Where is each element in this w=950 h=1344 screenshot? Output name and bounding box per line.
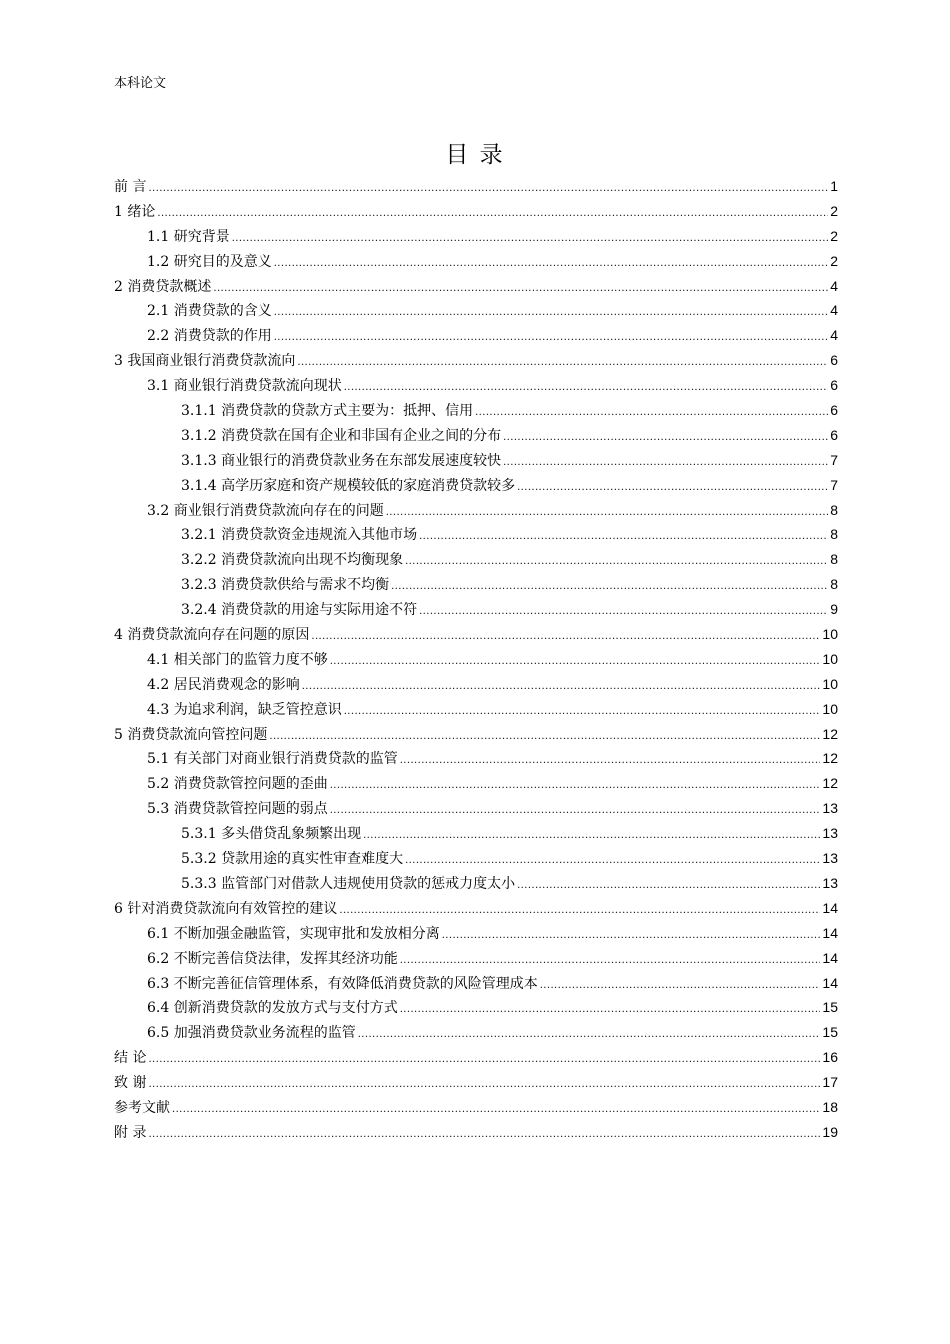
toc-entry-title: 1.2 研究目的及意义 [147, 253, 272, 270]
toc-entry-page-number: 4 [830, 327, 838, 344]
toc-entry[interactable] [114, 498, 838, 523]
toc-title: 目 录 [445, 142, 505, 168]
toc-dot-leader [475, 401, 828, 426]
toc-entry-page-number: 10 [822, 700, 838, 717]
toc-entry-page-number: 4 [830, 277, 838, 294]
toc-dot-leader [503, 451, 828, 476]
toc-entry-page-number: 8 [830, 551, 838, 568]
toc-entry-page-number: 7 [830, 451, 838, 468]
toc-dot-leader [148, 1123, 820, 1148]
toc-entry[interactable] [114, 1020, 838, 1045]
toc-entry-title: 6.3 不断完善征信管理体系，有效降低消费贷款的风险管理成本 [147, 975, 538, 992]
toc-entry-page-number: 13 [822, 825, 838, 842]
toc-dot-leader [172, 1098, 820, 1123]
toc-entry-page-number: 9 [830, 601, 838, 618]
toc-dot-leader [419, 600, 828, 625]
toc-dot-leader [148, 177, 828, 202]
toc-entry-page-number: 14 [822, 949, 838, 966]
toc-entry-title: 3.1.1 消费贷款的贷款方式主要为：抵押、信用 [181, 403, 474, 420]
toc-entry-page-number: 17 [822, 1074, 838, 1091]
toc-entry[interactable] [114, 249, 838, 274]
toc-dot-leader [297, 351, 828, 376]
toc-entry-page-number: 2 [830, 252, 838, 269]
toc-dot-leader [405, 849, 820, 874]
toc-entry-page-number: 15 [822, 999, 838, 1016]
toc-entry-page-number: 6 [830, 377, 838, 394]
toc-entry[interactable] [114, 348, 838, 373]
toc-entry-title: 5.3 消费贷款管控问题的弱点 [147, 801, 328, 818]
toc-dot-leader [400, 998, 821, 1023]
toc-entry-page-number: 6 [830, 426, 838, 443]
toc-entry-page-number: 16 [822, 1049, 838, 1066]
toc-dot-leader [232, 227, 828, 252]
toc-entry-title: 5.3.1 多头借贷乱象频繁出现 [181, 826, 362, 843]
toc-dot-leader [344, 376, 828, 401]
toc-entry-page-number: 10 [822, 626, 838, 643]
toc-entry-page-number: 1 [830, 178, 838, 194]
toc-entry-title: 3.1.4 高学历家庭和资产规模较低的家庭消费贷款较多 [181, 477, 516, 494]
toc-dot-leader [330, 650, 821, 675]
toc-entry[interactable] [114, 821, 838, 846]
toc-entry-title: 4.1 相关部门的监管力度不够 [147, 651, 328, 668]
toc-dot-leader [442, 924, 821, 949]
toc-entry[interactable] [114, 547, 838, 572]
toc-entry-title: 4.3 为追求利润，缺乏管控意识 [147, 701, 342, 718]
toc-dot-leader [148, 1073, 820, 1098]
toc-dot-leader [517, 874, 820, 899]
toc-entry-title: 5.2 消费贷款管控问题的歪曲 [147, 776, 328, 793]
toc-entry-title: 2.2 消费贷款的作用 [147, 328, 272, 345]
toc-dot-leader [269, 725, 820, 750]
toc-entry-page-number: 2 [830, 227, 838, 244]
toc-entry-page-number: 7 [830, 476, 838, 493]
toc-dot-leader [540, 974, 821, 999]
toc-dot-leader [386, 501, 828, 526]
toc-entry[interactable] [114, 697, 838, 722]
toc-entry[interactable] [114, 1070, 838, 1095]
toc-entry-title: 3.2.2 消费贷款流向出现不均衡现象 [181, 552, 404, 569]
toc-entry-title: 4.2 居民消费观念的影响 [147, 676, 300, 693]
page-header: 本科论文 [114, 76, 167, 91]
toc-entry-title: 6.2 不断完善信贷法律，发挥其经济功能 [147, 950, 398, 967]
toc-entry-title: 5 消费贷款流向管控问题 [114, 726, 268, 743]
toc-dot-leader [274, 252, 828, 277]
toc-entry[interactable] [114, 995, 838, 1020]
toc-dot-leader [419, 525, 828, 550]
toc-entry-title: 6.4 创新消费贷款的发放方式与支付方式 [147, 1000, 398, 1017]
toc-entry[interactable] [114, 971, 838, 996]
toc-entry-page-number: 4 [830, 302, 838, 319]
toc-entry-title: 1.1 研究背景 [147, 228, 230, 245]
toc-dot-leader [274, 326, 828, 351]
toc-entry[interactable] [114, 672, 838, 697]
toc-dot-leader [400, 949, 821, 974]
toc-entry-page-number: 14 [822, 974, 838, 991]
toc-entry[interactable] [114, 796, 838, 821]
toc-entry-title: 前 言 [114, 179, 147, 195]
toc-entry-page-number: 12 [822, 725, 838, 742]
toc-entry-title: 3.2.4 消费贷款的用途与实际用途不符 [181, 602, 418, 619]
toc-entry-page-number: 13 [822, 800, 838, 817]
toc-entry-title: 6.1 不断加强金融监管，实现审批和发放相分离 [147, 925, 440, 942]
toc-dot-leader [311, 625, 820, 650]
toc-dot-leader [330, 774, 821, 799]
toc-entry-page-number: 19 [822, 1123, 838, 1140]
toc-dot-leader [405, 550, 828, 575]
table-of-contents [114, 174, 838, 1145]
toc-entry-title: 3.1.3 商业银行的消费贷款业务在东部发展速度较快 [181, 452, 502, 469]
toc-entry-title: 1 绪论 [114, 203, 156, 220]
toc-entry-page-number: 8 [830, 576, 838, 593]
toc-entry[interactable] [114, 298, 838, 323]
toc-entry-title: 附 录 [114, 1124, 147, 1141]
toc-entry[interactable] [114, 597, 838, 622]
toc-dot-leader [363, 824, 820, 849]
toc-entry[interactable] [114, 448, 838, 473]
toc-entry-title: 6.5 加强消费贷款业务流程的监管 [147, 1025, 356, 1042]
toc-entry-title: 2 消费贷款概述 [114, 278, 212, 295]
toc-entry-title: 致 谢 [114, 1075, 147, 1092]
toc-entry[interactable] [114, 622, 838, 647]
toc-entry-page-number: 8 [830, 501, 838, 518]
toc-dot-leader [213, 277, 828, 302]
toc-entry[interactable] [114, 398, 838, 423]
toc-dot-leader [517, 476, 828, 501]
toc-entry[interactable] [114, 1120, 838, 1145]
toc-entry[interactable] [114, 846, 838, 871]
toc-entry-title: 6 针对消费贷款流向有效管控的建议 [114, 900, 338, 917]
toc-entry-page-number: 14 [822, 924, 838, 941]
toc-entry-title: 结 论 [114, 1050, 147, 1067]
toc-entry-title: 3.2 商业银行消费贷款流向存在的问题 [147, 502, 384, 519]
toc-dot-leader [330, 799, 821, 824]
toc-entry[interactable] [114, 423, 838, 448]
toc-entry-title: 3.1 商业银行消费贷款流向现状 [147, 378, 342, 395]
toc-entry[interactable] [114, 896, 838, 921]
toc-dot-leader [358, 1023, 821, 1048]
toc-entry[interactable] [114, 921, 838, 946]
toc-dot-leader [344, 700, 821, 725]
toc-entry-page-number: 15 [822, 1024, 838, 1041]
toc-entry[interactable] [114, 647, 838, 672]
toc-entry-page-number: 13 [822, 850, 838, 867]
toc-dot-leader [339, 899, 820, 924]
toc-entry-page-number: 12 [822, 775, 838, 792]
toc-entry[interactable] [114, 1095, 838, 1120]
toc-entry[interactable] [114, 199, 838, 224]
toc-entry[interactable] [114, 1045, 838, 1070]
toc-entry-page-number: 2 [830, 202, 838, 219]
toc-dot-leader [157, 202, 828, 227]
toc-entry-page-number: 18 [822, 1098, 838, 1115]
toc-entry[interactable] [114, 174, 838, 199]
toc-entry-title: 3 我国商业银行消费贷款流向 [114, 353, 296, 370]
toc-entry-page-number: 8 [830, 526, 838, 543]
toc-entry-title: 5.3.3 监管部门对借款人违规使用贷款的惩戒力度太小 [181, 875, 516, 892]
toc-entry-page-number: 12 [822, 750, 838, 767]
toc-entry-page-number: 6 [830, 402, 838, 419]
toc-entry-title: 5.1 有关部门对商业银行消费贷款的监管 [147, 751, 398, 768]
toc-entry[interactable] [114, 572, 838, 597]
toc-dot-leader [148, 1048, 820, 1073]
toc-entry[interactable] [114, 224, 838, 249]
toc-entry[interactable] [114, 771, 838, 796]
toc-dot-leader [503, 426, 828, 451]
toc-entry[interactable] [114, 722, 838, 747]
toc-entry-page-number: 6 [830, 352, 838, 369]
toc-entry[interactable] [114, 946, 838, 971]
toc-entry-title: 5.3.2 贷款用途的真实性审查难度大 [181, 851, 404, 868]
toc-entry[interactable] [114, 871, 838, 896]
toc-entry[interactable] [114, 522, 838, 547]
toc-entry-page-number: 10 [822, 650, 838, 667]
toc-entry[interactable] [114, 746, 838, 771]
toc-dot-leader [391, 575, 828, 600]
toc-entry-title: 参考文献 [114, 1099, 170, 1116]
toc-dot-leader [274, 301, 828, 326]
toc-entry-title: 3.2.3 消费贷款供给与需求不均衡 [181, 577, 390, 594]
toc-entry[interactable] [114, 373, 838, 398]
toc-entry[interactable] [114, 274, 838, 299]
toc-entry-title: 3.2.1 消费贷款资金违规流入其他市场 [181, 527, 418, 544]
toc-entry-page-number: 14 [822, 899, 838, 916]
toc-entry[interactable] [114, 473, 838, 498]
toc-dot-leader [400, 749, 821, 774]
toc-entry-title: 4 消费贷款流向存在问题的原因 [114, 627, 310, 644]
toc-dot-leader [302, 675, 821, 700]
toc-entry[interactable] [114, 323, 838, 348]
toc-entry-title: 2.1 消费贷款的含义 [147, 303, 272, 320]
toc-entry-title: 3.1.2 消费贷款在国有企业和非国有企业之间的分布 [181, 427, 502, 444]
toc-entry-page-number: 10 [822, 675, 838, 692]
toc-entry-page-number: 13 [822, 874, 838, 891]
